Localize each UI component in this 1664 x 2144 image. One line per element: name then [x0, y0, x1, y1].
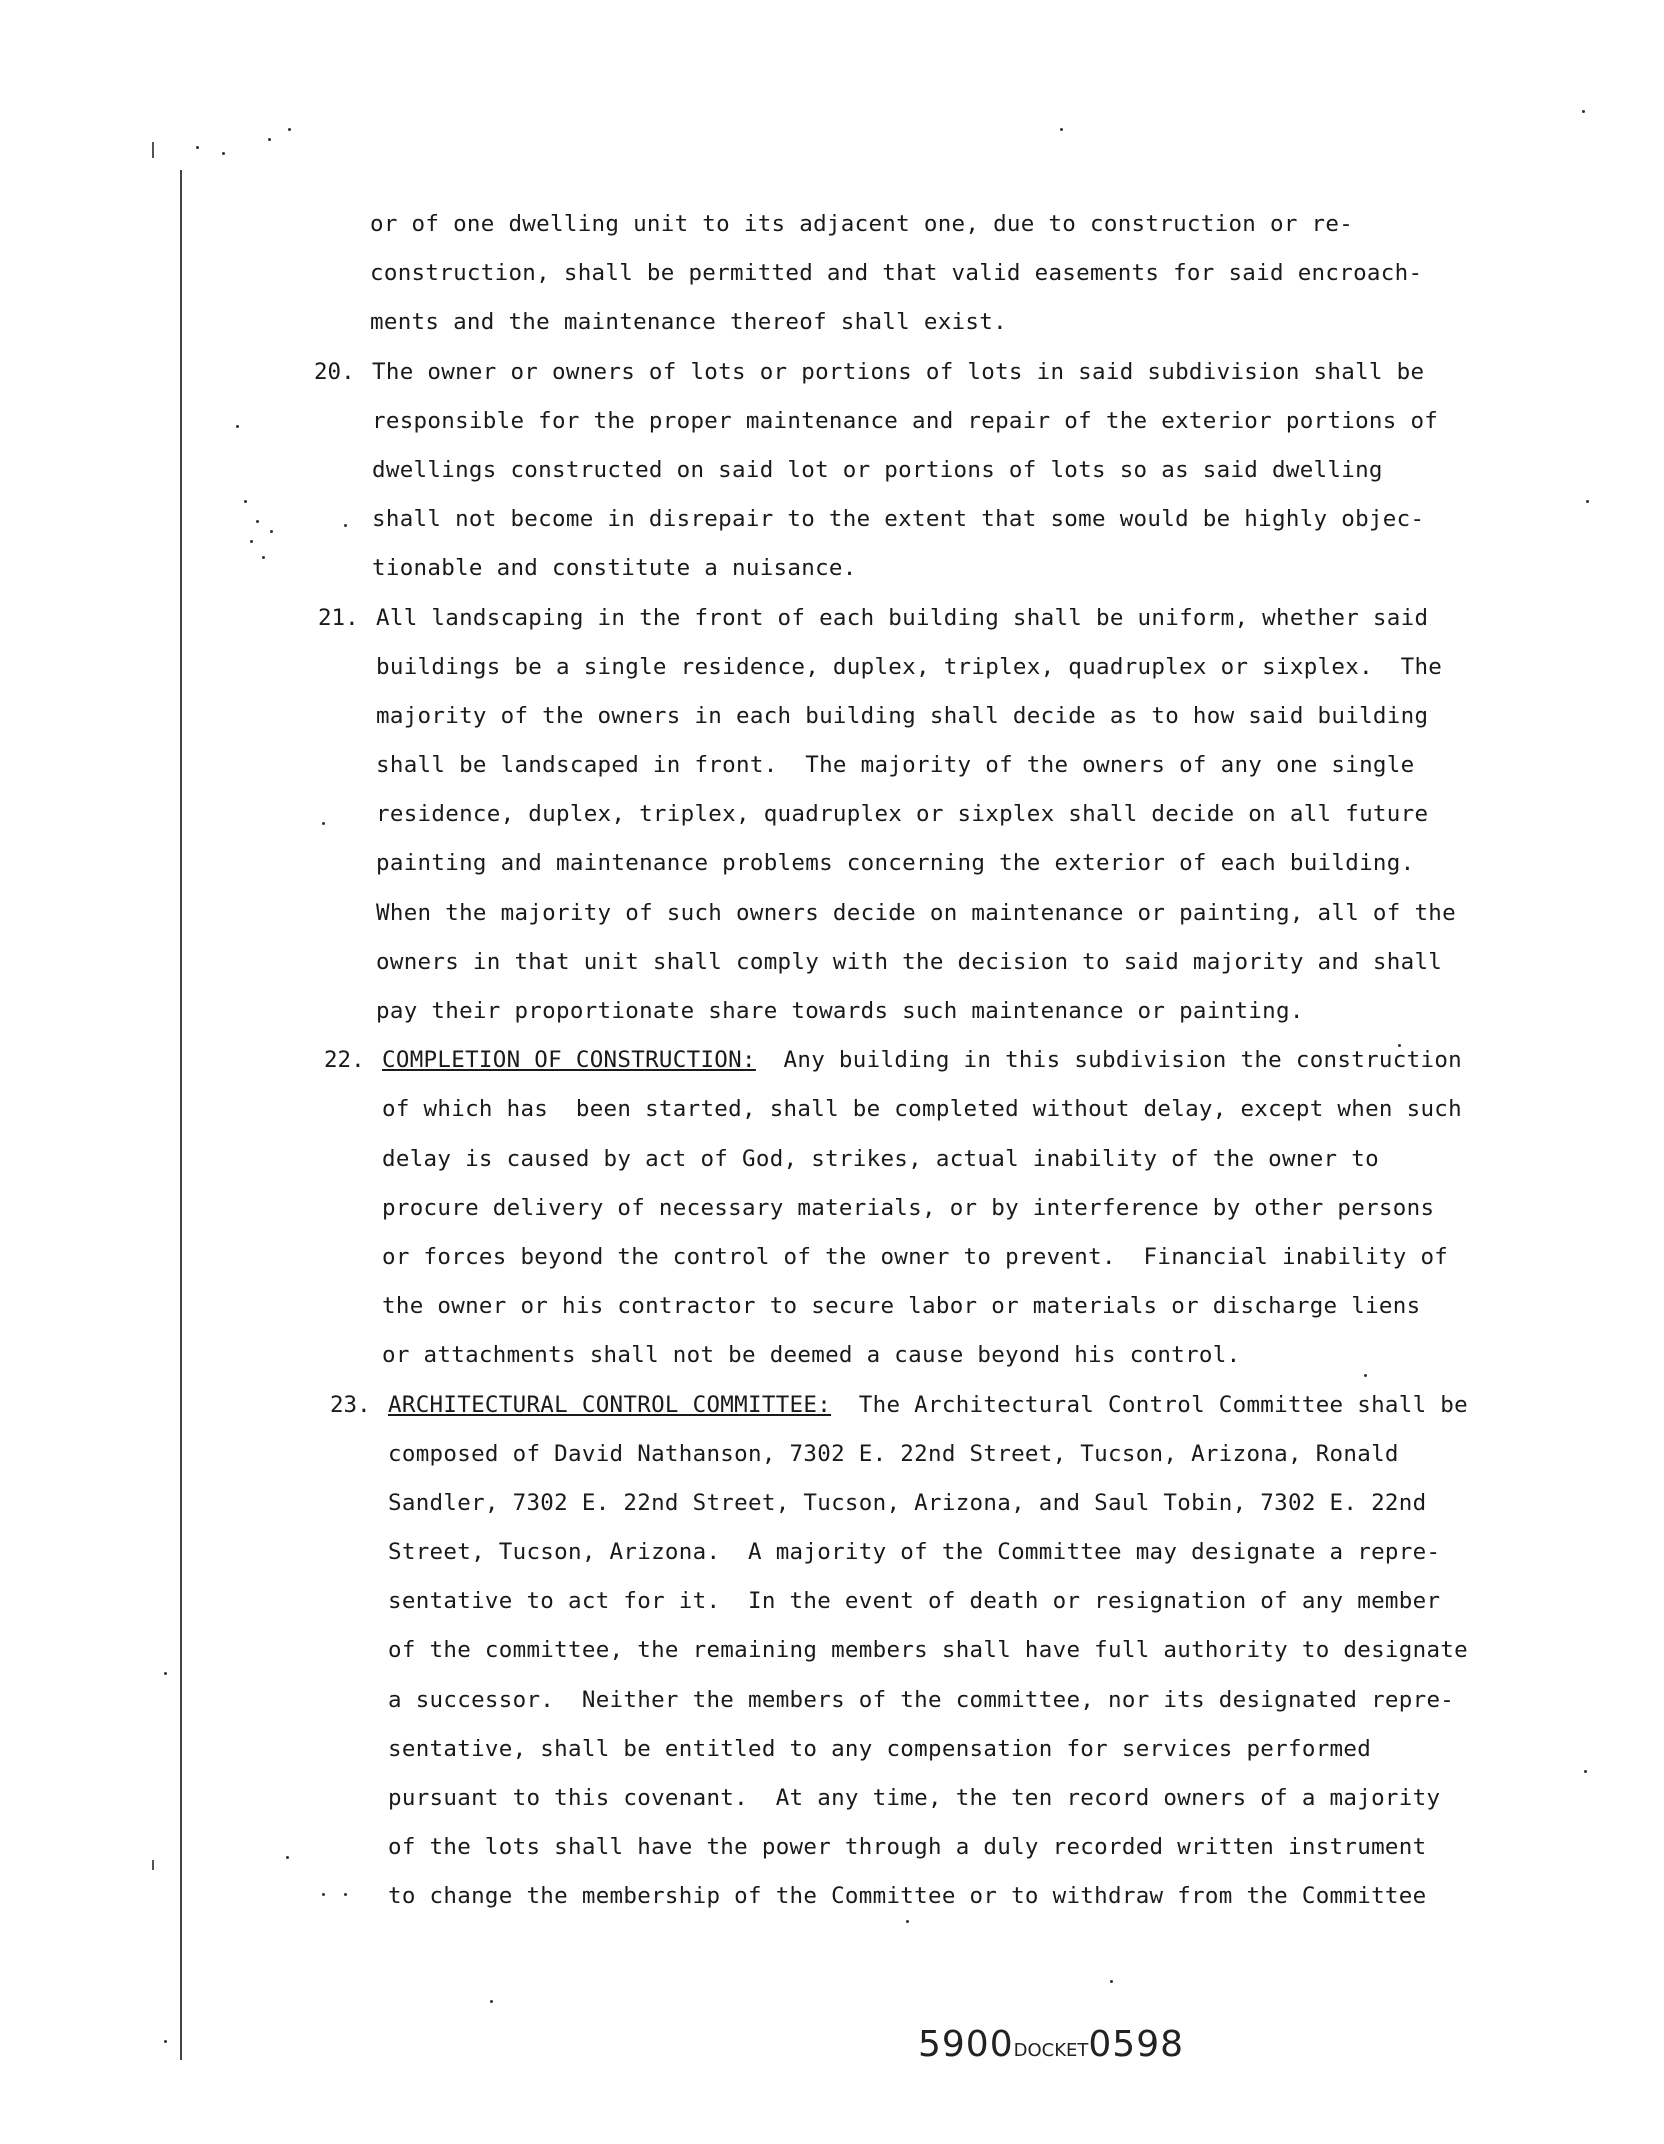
- scan-speck: [236, 425, 239, 428]
- text-line: procure delivery of necessary materials, or by interference by other persons: [382, 1194, 1435, 1221]
- paragraph-number: 22.: [324, 1047, 365, 1074]
- paragraph-number: 23.: [330, 1391, 371, 1418]
- paragraph-number: 20.: [314, 358, 355, 385]
- text-line: dwellings constructed on said lot or portions of lots so as said dwelling: [372, 456, 1383, 483]
- margin-tick: [152, 142, 154, 158]
- scan-speck: [286, 1856, 289, 1859]
- paragraph-number: 21.: [318, 604, 359, 631]
- scan-speck: [1582, 110, 1585, 113]
- text-line: tionable and constitute a nuisance.: [372, 555, 857, 582]
- text-line: painting and maintenance problems concerning the exterior of each building.: [376, 850, 1415, 877]
- text-line: owners in that unit shall comply with the decision to said majority and shall: [376, 948, 1443, 975]
- docket-stamp: [918, 2024, 1184, 2065]
- text-line: [382, 1036, 1463, 1085]
- text-line: or forces beyond the control of the owner to prevent. Financial inability of: [382, 1243, 1449, 1270]
- text-line: shall be landscaped in front. The majority of the owners of any one single: [376, 752, 1415, 779]
- text-line: shall not become in disrepair to the extent that some would be highly objec-: [372, 506, 1425, 533]
- text-line: or of one dwelling unit to its adjacent one, due to construction or re-: [370, 211, 1354, 237]
- text-line: Sandler, 7302 E. 22nd Street, Tucson, Arizona, and Saul Tobin, 7302 E. 22nd: [388, 1489, 1427, 1516]
- text-line: construction, shall be permitted and that valid easements for said encroach-: [370, 260, 1423, 287]
- section-heading: COMPLETION OF CONSTRUCTION:: [382, 1047, 756, 1074]
- scan-speck: [250, 540, 253, 543]
- scan-speck: [222, 152, 225, 155]
- scan-speck: [1110, 1980, 1113, 1983]
- scan-speck: [164, 1672, 167, 1675]
- paragraph-21: [318, 594, 1456, 1037]
- paragraph-22: [324, 1036, 1463, 1380]
- text-line: ments and the maintenance thereof shall exist.: [370, 309, 1007, 336]
- scan-speck: [164, 2040, 167, 2043]
- scan-speck: [270, 530, 273, 533]
- text-line: responsible for the proper maintenance and repair of the exterior portions of: [372, 407, 1439, 434]
- text-line: When the majority of such owners decide on maintenance or painting, all of the: [376, 899, 1456, 926]
- scan-speck: [244, 500, 247, 503]
- left-margin-rule: [180, 170, 182, 2060]
- scan-speck: [268, 138, 271, 141]
- text-line: [388, 1381, 1469, 1430]
- text-line: sentative, shall be entitled to any compensation for services performed: [388, 1735, 1372, 1762]
- text-run: Any building in this subdivision the construction: [755, 1047, 1463, 1074]
- section-heading: ARCHITECTURAL CONTROL COMMITTEE:: [388, 1391, 832, 1418]
- scan-speck: [288, 128, 291, 131]
- docket-label: DOCKET: [1013, 2040, 1089, 2061]
- text-line: the owner or his contractor to secure labor or materials or discharge liens: [382, 1293, 1421, 1320]
- text-line: of the lots shall have the power through a duly recorded written instrument: [388, 1834, 1427, 1861]
- scan-speck: [262, 556, 265, 559]
- paragraph-23: [330, 1381, 1469, 1922]
- docket-book-number: 5900: [918, 2024, 1014, 2065]
- text-line: composed of David Nathanson, 7302 E. 22nd Street, Tucson, Arizona, Ronald: [388, 1440, 1399, 1467]
- margin-tick: [152, 1860, 154, 1870]
- scan-speck: [490, 2000, 493, 2003]
- text-line: Street, Tucson, Arizona. A majority of the Committee may designate a repre-: [388, 1539, 1441, 1566]
- text-line: The owner or owners of lots or portions of lots in said subdivision shall be: [372, 358, 1425, 385]
- text-line: of which has been started, shall be completed without delay, except when such: [382, 1096, 1462, 1123]
- text-line: sentative to act for it. In the event of death or resignation of any member: [388, 1588, 1441, 1615]
- text-line: pay their proportionate share towards such maintenance or painting.: [376, 998, 1304, 1024]
- text-line: residence, duplex, triplex, quadruplex or sixplex shall decide on all future: [376, 801, 1429, 828]
- paragraph-20: [314, 348, 1439, 594]
- docket-page-number: 0598: [1088, 2024, 1185, 2065]
- scan-speck: [196, 146, 199, 149]
- scan-speck: [1584, 1770, 1587, 1773]
- scan-speck: [1586, 500, 1589, 503]
- text-run: The Architectural Control Committee shall be: [831, 1391, 1469, 1418]
- text-line: of the committee, the remaining members shall have full authority to designate: [388, 1637, 1468, 1664]
- text-line: delay is caused by act of God, strikes, actual inability of the owner to: [382, 1145, 1379, 1172]
- text-line: a successor. Neither the members of the committee, nor its designated repre-: [388, 1686, 1455, 1713]
- scan-speck: [256, 520, 259, 523]
- scan-speck: [1060, 128, 1063, 131]
- text-line: All landscaping in the front of each building shall be uniform, whether said: [376, 604, 1429, 631]
- text-line: to change the membership of the Committee or to withdraw from the Committee: [388, 1883, 1427, 1910]
- document-body: [310, 200, 1469, 1922]
- text-line: buildings be a single residence, duplex, triplex, quadruplex or sixplex. The: [376, 653, 1443, 680]
- continuation-paragraph: [370, 200, 1430, 348]
- text-line: majority of the owners in each building shall decide as to how said building: [376, 702, 1429, 729]
- text-line: or attachments shall not be deemed a cause beyond his control.: [382, 1342, 1241, 1369]
- text-line: pursuant to this covenant. At any time, the ten record owners of a majority: [388, 1785, 1441, 1811]
